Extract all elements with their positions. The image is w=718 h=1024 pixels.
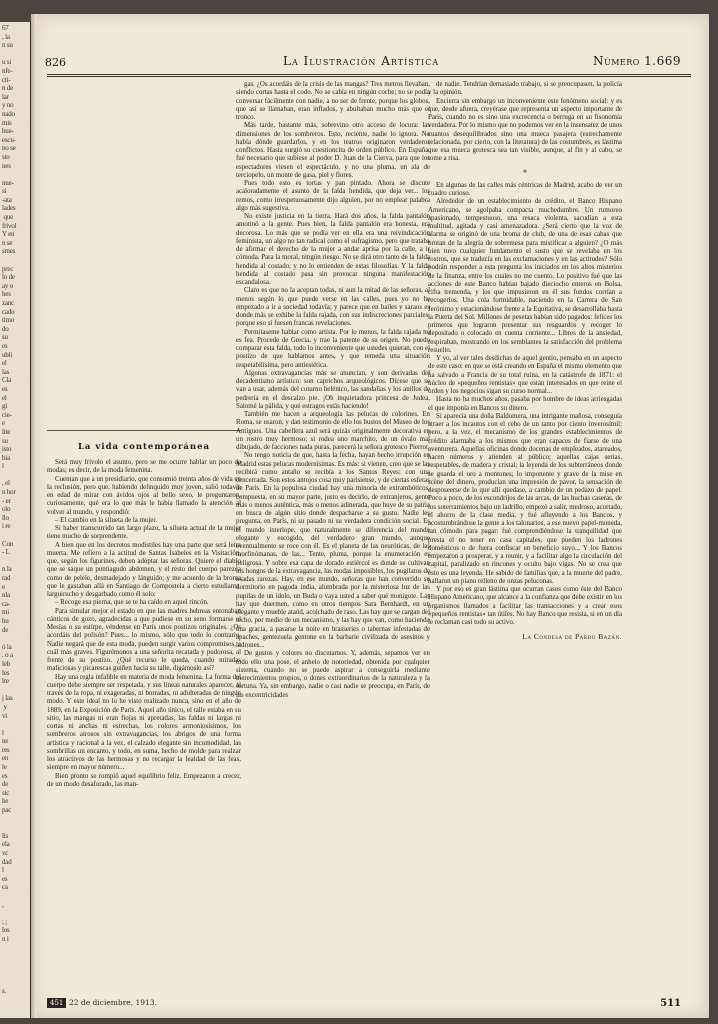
paragraph: Para simular mejor el estado en que las madres hebreas entonaban cánticos de gozo, agradecidas a que pudiese en su seno formarse el Mesías o su estirpe, véndense en París unos postizos originales. ¿Os acordáis del polisón? Pues... lo mismo, sólo que todo lo contrario. Nadie negará que de esta moda, pueden surgir varios compromisos, a cuál más graves. Figurémonos a una señorita recatada y pudorosa, al frente de su postizo. ¿Qué recurso le queda, cuando miradas maliciosas y picarescas guiñen hacia su talle, digámoslo así?: [47, 607, 241, 673]
column-3: [428, 81, 622, 971]
paragraph: Claro es que no la aceptan todas, ni aun la mitad de las señoras, al menos según lo que puede verse en las calles, pues yo no he empezado a ir a sociedad todavía; y parece que en bailes y saraos es donde más se exhibe la falda rajada, con sus indiscreciones parciales, porque eso sí fuesen francas revelaciones.: [236, 287, 430, 328]
section-rule: [47, 430, 241, 431]
paragraph: No tengo noticia de que, hasta la fecha, hayan hecho irrupción en Madrid estas pelucas modernísimas. Es más: si vienen, creo que se las recibirá como antaño se recibía a los Santos Reyes: con una cencerrada. Son estos antojos cosa muy parisiense, y de ciertas esferas de París. En la populosa ciudad hay una minoría de extrambóticos, compuesta, en su mayor parte, justo es decirlo, de extranjeros, gente más o menos auténtica, más o menos adinerada, que huye de su patria en busca de algún sitio donde despacharse a su gusto. Nadie les pregunta, en París, ni su pasado ni su verdadera condición social. Es el mundo interlope, que naturalmente se diferencia del mundo elegante y escogido, del verdadero gran mundo, aunque eventualmente se roce con él. Es el planeta de las neuróticas, de las morfinómanas, de las... Tente, pluma, porque la enumeración es peligrosa. Y sobre esa capa de dorado estiércol es donde se cultivan los hongos de la extravagancia, las modas imposibles, los pugilatos de osadas rarezas. Hay, en ese mundo, señoras que han convertido su dormitorio en pagoda india, alumbrada por la misteriosa luz de las pupilas de un ídolo, un Buda o vaya usted a saber qué monigote. Las hay que duermen, como en otros tiempos Sara Bernhardt, en un elegante y mueble ataúd, acolchado de raso. Las hay que se cargan del techo, por medio de un mecanismo, y las hay que van, como haciendo una gracia, a pasarse la noite en brasseries o tabernas infestadas de apaches, gentezuela gentone en la barbarie civilizada de asesinos y ladrones...: [236, 452, 430, 649]
paragraph: En algunas de las calles más céntricas de Madrid, acabo de ver un cuadro curioso.: [428, 181, 622, 197]
newspaper-page: [33, 14, 709, 1018]
column-1: [47, 459, 241, 969]
paragraph: Permitaseme hablar como artista. Por lo menos, la falda rajada no es fea. Procede de Grecia, y trae la patente de su origen. No puedo comparar esta falda, todo lo inconveniente que ustedes quieran, con el postizo de que hablamos antes, y que remeda una situación respetabilísima, pero antiestética.: [236, 328, 430, 369]
paragraph: De gustos y colores no discutamos. Y, además, sepamos ver en todo ello una pose, el anhelo de notoriedad, obtenida por cualquier sistema, cuando no se puede aspirar a conseguirla mediante merecimientos propios, o dones extraordinarios de la naturaleza y la fortuna. Ya, sin embargo, nadie o casi nadie se preocupa, en París, de las excentricidades: [236, 650, 430, 699]
paragraph: Bien pronto se rompió aquel equilibrio feliz. Empezaron a crecer, de un modo desaforado, las man-: [47, 772, 241, 788]
page-gutter-shadow: [31, 14, 37, 1018]
facing-page-text: 67 , la n su u si nfe- cti- n de lar y no nado mis bue- escu- no se sto nes nue- si -ata lades que frivol Y en n se smes prec lo de ay o hes zanc cado timo do su es ubli el las Cla es el gi cie- e lite su isto bia l , el n hor - er olo llo i re Con - L n la rad e nla ca- mi hu de ó la . o a leb les lre j las y vi l ne res en le es de sic he pac lis ela vc dad l es ca , ; ; los n i s.: [2, 24, 17, 995]
paragraph: Hay una regla infalible en materia de moda femenina. La forma del cuerpo debe siempre ser respetada, y sus líneas naturales aparecer, al través de la ropa, ni exageradas, ni borradas, ni adulteradas de ningún modo. Y este ideal no lo he visto realizado nunca, sino en el año de 1889, en la Exposición de París. Aquel año único, el talle estaba en su sitio, las mangas ni eran fiojas ni apretadas, las faldas ni largas ni cortas ni anchas ni estrechas, los colores armoniosísimos, los sombreros airosos sin extravagancias, los abrigos de una forma artística y racional a la vez, el calzado elegante sin incomodidad, las sombrillas un encanto, y todo, en suma, hecho de molde para realzar los atractivos de las hermosas y no recargar la fealdad de las feas, siempre en mayor número...: [47, 673, 241, 772]
paragraph: Hasta no ha muchos años, pasaba por hombre de ideas arriesgadas el que imponía en Bancos su dinero.: [428, 396, 622, 412]
footer-date: 22 de diciembre, 1913.: [69, 998, 157, 1007]
paragraph: gas. ¿Os acordáis de la crisis de las mangas? Tres metros llevaban, siendo cortas hasta el codo. No se cabía en ningún coche; no se podía conversar fácilmente con nadie, a no ser de frente, porque los globos, que así se llamaban, eran inflados, y abultaban mucho más que el tronco.: [236, 81, 430, 121]
paragraph: Más tarde, bastante más, sobrevino otro acceso de locura: las dimensiones de los sombreros. Esto, reciente, nadie lo ignora. No había dónde guardarlos, y en los teatros originaron verdaderos conflictos. Hasta surgió su cuestioncita de orden público. En España, fué necesario que subiese al poder D. Juan de la Cierva, para que los espectadores viesen el espectáculo, y no una pluma, un ala de terciopelo, un monte de gasa, piel y flores.: [236, 122, 430, 179]
section-title: La vida contemporánea: [77, 442, 211, 452]
paragraph: No existe justicia en la tierra. Hará dos años, la falda pantalón amotinó a la gente. Pues bien, la falda pantalón era honesta, era decorosa. Lo más que se podía ver en ella era una reivindicación feminista, un algo no tan radical como el sufragismo, pero que trataba de afirmar el derecho de la mujer a andar aprisa por la calle, a ir cómoda. Para la moral, ningún riesgo. No se dirá otro tanto de la falda hendida al costado, y no lo entienden de estas filosofías. Y la falda hendida al costado pasa sin provocar ninguna manifestación escandalosa.: [236, 213, 430, 286]
section-divider-asterisk: *: [522, 167, 528, 178]
header-rule: [47, 74, 691, 75]
page-number: 826: [45, 56, 66, 69]
paragraph: También me hacen a arqueología las pelucas de colorines. En Roma, se usaron, y dan testimonio de ello los bustos del Museo de los Antiguos. Una cabellera azul será quizás originalmente decorativa en un rostro muy hermoso; si rodea uno marchito, de un óvalo mal dibujado, de facciones nada puras, parecerá la señora grotesco Pierrot.: [236, 411, 430, 451]
paragraph: Encierra sin embargo un inconveniente este fenómeno social: y es que, desde afuera, creyérase que representa un aspecto importante de París, cuando no es sino una excrecencia o berruga en su fisonomía verdadera. Por lo mismo que no podemos ver en la insensatez de unos cuantos desequilibrados sino una mueca pasajera (estrechamente relacionada, por cierto, con la literatura) de las costumbres, es lástima que esa mueca grotesca sea tan visible, aunque, al fin y al cabo, se tome a risa.: [428, 97, 622, 163]
paragraph: Cuentan que a un presidiario, que consumió treinta años de vida en la reclusión, pero que, habiendo delinquido muy joven, salió todavía en edad de mirar con ávidos ojos al bello sexo, le preguntaron, curiosamente, qué era lo que más le había llamado la atención al volver al mundo, y respondió:: [47, 475, 241, 516]
paragraph: Pues todo esto es tortas y pan pintado. Ahora se discute acaloradamente el asunto de la falda hendida, que deja ver... los remos, como irrespetuosamente dijo alguien, por no emplear palabra algo más sugestiva.: [236, 180, 430, 212]
paragraph: Algunas extravagancias más se anuncian, y son derivadas del decadentismo artístico: son caprichos arqueológicos. Dícese que se van a usar, además del coturno helénico, las sandalias y los anillos de pedrería en el descalzo pie. ¡Oh inquietadora princesa de Judea, Salomé la pálida, y qué estragos estás haciendo!: [236, 369, 430, 410]
paragraph: Alrededor de un establecimiento de crédito, el Banco Hispano Americano, se agolpaba compacta muchedumbre. Un rumoreo apasionado, tempestuoso, una resaca violenta, sacudían a esta multitud, agitada y casi amenazadora. ¿Será cierto que la voz de alarma se originó de una broma de club, de una de esas cabas que brotan de la alegría de sobremesa para mistificar a alguien? ¿O más bien tuvo cualquier fundamento el susto que se revelaba en los rostros, que se traducía en las exclamaciones y en las actitudes? Sólo podrán responder a esta pregunta los iniciados en los altos misterios de la finanza, entre los cuales no me cuento. Lo positivo fué que las acciones de este Banco habían bajado dieciocho enteros en Bolsa, cifra tremenda, y los que impusieron en él sus fondos corrían a recogerlos. Una cola formidable, naciendo en la Carrera de San Jerónimo y estacionándose frente a la Equitativa, se desarrollaba hasta la Puerta del Sol. Millones de pesetas habían sido pagados: felices los primeros que lograron presentar sus resguardos y recoger lo depositado o colocado en cuenta corriente... Libres de la ansiedad, respiraban, mostrando en los semblantes la satisfacción del problema resuelto.: [428, 198, 622, 354]
paragraph: – El cambio en la silueta de la mujer.: [55, 516, 157, 524]
paragraph: Si haber transcurrido tan largo plazo, la silueta actual de la mujer tiene mucho de sorprendente.: [47, 525, 241, 541]
paragraph: – Recoge esa pierna, que se te ha caído en aquel rincón.: [55, 599, 209, 607]
column-2: [236, 81, 430, 971]
paragraph: A bien que en los decretos modistiles hay una parte que será letra muerta. Me refiero a la actitud de Santas Isabeles en la Visitación, que, según los figurines, deben adoptar las señoras. Quiere el diablo que se saque un puntiagudo abdomen, y el resto del cuerpo parezca como de pelele, desmadejado y lánguido; y me acuerdo de la broma que le gastaban allá en Santiago de Compostela a cierto estudiante, larguirucho y desgarbado como él solo:: [47, 541, 241, 598]
paragraph: Será muy frívolo el asunto, pero se me ocurre hablar un poco de modas; es decir, de la moda femenina.: [47, 459, 241, 475]
footer-badge: 451: [47, 998, 66, 1008]
paragraph: Y por eso es gran lástima que ocurran casos como éste del Banco Hispano Americano, que alcance a la confianza que debe existir en los organismos llamados a facilitar las transacciones y a crear esos «pequeños rentistas» tan útiles. No hay Banco que resista, si en un día le reclaman casi todo su activo.: [428, 586, 622, 626]
masthead-title: La Ilustración Artística: [283, 54, 440, 68]
paragraph: Si aparecía una doña Baldomera, una intrigante mañosa, conseguía atraer a los incautos con el cebo de un tanto por ciento inverosímil: pero, a la vez, el mecanismo de los grandes establecimientos de crédito alarmaba a los mismos que eran capaces de fiarse de una aventurera. Aquellas oficinas donde docenas de empleados, atareados, hacen números y atienden al público; aquellas cajas serias, respetables, de madera y cristal; la leyenda de los subterráneos donde se guarda el oro a montones; lo imponente y grave de la mise en scène del dinero, producían una impresión de pavor, la sensación de desposeerse de lo que allí quedase, a cambio de un pedazo de papel. Poco a poco, de los escondrijos de las arcas, de las huchas caseras, de los soterramientos bajo un ladrillo, empezó a salir, medroso, acortado, el ahorro de la clase media, y fué afluyendo a los Bancos, y acostumbrándose la gente a los talonarios, a ese nuevo papel-moneda, tan cómodo para pagar: fué comprendiéndose la tranquilidad que presta el no tener en casa capitales, que pueden los ladrones domésticos o de fuera confiscar en beneficio suyo... Y los Bancos empezaron a prosperar, y a reunir, y a facilitar algo la circulación del capital, paralizado en rincones y oculto bajo vigas. No se crea que esto es una leyenda. He sabido de familias que, a la muerte del padre, hallaron un piano relleno de onzas peluconas.: [428, 412, 622, 585]
author-signature: La Condesa de Pardo Bazán.: [522, 632, 622, 642]
paragraph: de nadie. Tendrían demasiado trabajo, si se preocupasen, la policía y la opinión.: [428, 81, 622, 97]
footer-page-number: 511: [660, 998, 681, 1009]
issue-number: Número 1.669: [592, 54, 681, 68]
facing-page-fragment: [0, 22, 32, 1018]
paragraph: Y yo, al ver tales desdichas de aquel gentío, pensaba en un aspecto de este caso: en que se está creando en España el mismo elemento que ha salvado a Francia de su total ruina, en la catástrofe de 1871: el núcleo de «pequeños rentistas» que están interesados en que reine el orden y los negocios sigan su curso normal...: [428, 355, 622, 395]
header-rule-double: [47, 76, 691, 77]
